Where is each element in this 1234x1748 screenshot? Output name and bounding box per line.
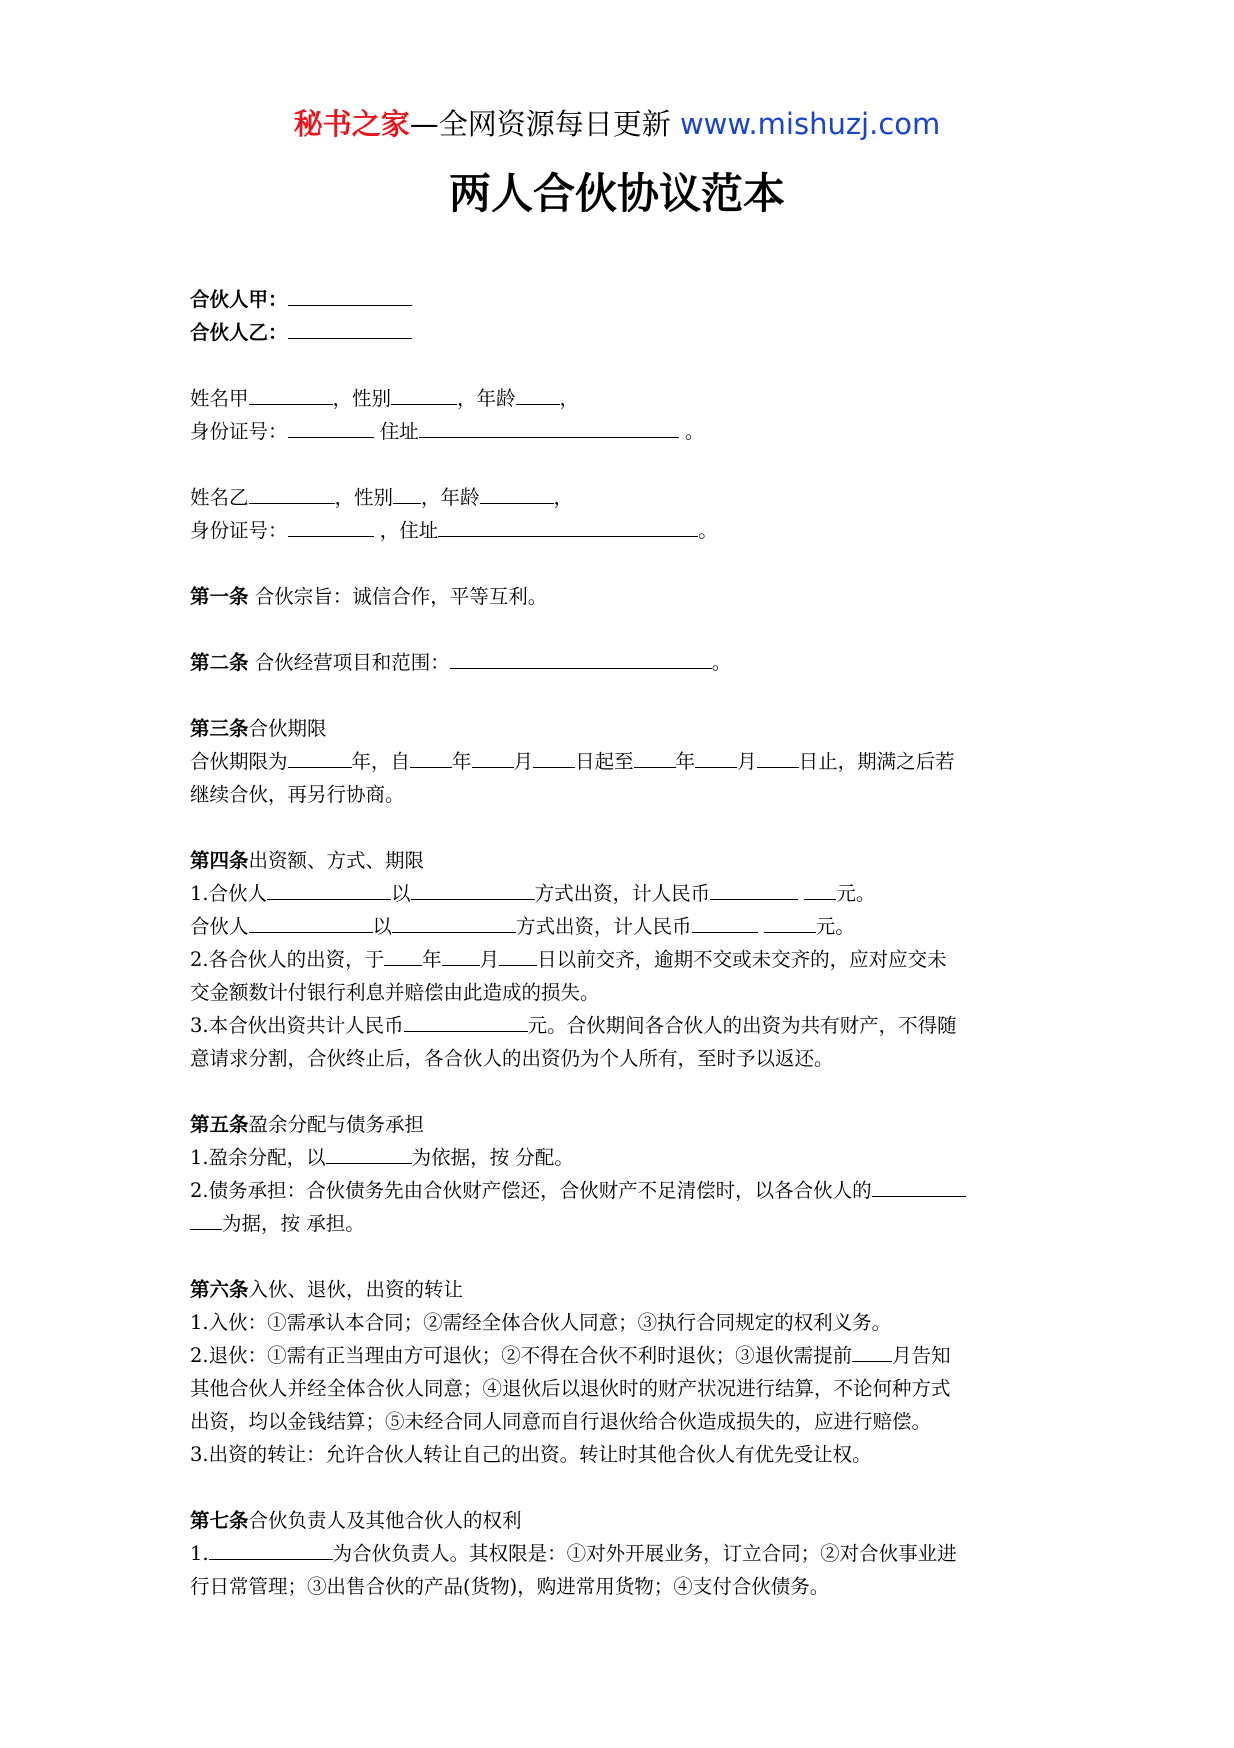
i1-amount-label: 方式出资，计人民币 [534, 882, 711, 905]
i1b-partner: 合伙人 [190, 915, 249, 938]
age-a-blank [516, 383, 560, 405]
i1-method-blank [411, 878, 535, 900]
to-year-label: 年 [675, 750, 696, 773]
id-b-blank [288, 515, 374, 537]
age-b-end: ， [553, 486, 574, 509]
from-day-blank [533, 746, 575, 768]
debt-basis-blank-2 [190, 1208, 222, 1230]
party-a-line [190, 283, 1052, 316]
article-1-text: 合伙宗旨：诚信合作，平等互利。 [248, 585, 548, 608]
document-body [190, 283, 1052, 1603]
addr-b-blank [438, 515, 698, 537]
addr-a-label: 住址 [373, 420, 419, 443]
article-6-text: 入伙、退伙，出资的转让 [248, 1278, 464, 1301]
article-4-item-2 [190, 943, 1052, 976]
site-header [0, 104, 1234, 144]
person-a-info [190, 382, 1052, 415]
person-b-info [190, 481, 1052, 514]
article-5-item-2 [190, 1174, 1052, 1207]
addr-a-blank [419, 416, 679, 438]
article-5-item-2-l2 [190, 1207, 1052, 1240]
article-5-heading [190, 1108, 1052, 1141]
id-b-label: 身份证号： [190, 519, 288, 542]
party-b-line [190, 316, 1052, 349]
i1-yuan: 元。 [836, 882, 876, 905]
article-3-line-1 [190, 745, 1052, 778]
i2-year-blank [384, 944, 422, 966]
article-4-item-3 [190, 1009, 1052, 1042]
to-day-label: 日止，期满之后若 [798, 750, 955, 773]
debt-basis-blank [872, 1175, 966, 1197]
to-year-blank [634, 746, 676, 768]
notice-month-blank [852, 1340, 892, 1362]
article-3-text: 合伙期限 [248, 717, 327, 740]
id-a-blank [288, 416, 374, 438]
article-4-label: 第四条 [190, 849, 249, 872]
name-a-label: 姓名甲 [190, 387, 249, 410]
article-3-heading [190, 712, 1052, 745]
article-6-item-1: 1.入伙：①需承认本合同；②需经全体合伙人同意；③执行合同规定的权利义务。 [190, 1311, 892, 1334]
to-month-label: 月 [737, 750, 757, 773]
article-6-item-3: 3.出资的转让：允许合伙人转让自己的出资。转让时其他合伙人有优先受让权。 [190, 1443, 872, 1466]
addr-b-end: 。 [698, 519, 718, 542]
from-month-blank [472, 746, 514, 768]
name-b-blank [249, 482, 335, 504]
gender-b-label: ，性别 [334, 486, 394, 509]
party-b-label: 合伙人乙： [190, 321, 288, 344]
addr-b-label: ，住址 [373, 519, 439, 542]
profit-label: 1.盈余分配，以 [190, 1146, 326, 1169]
from-year-label: 年 [452, 750, 472, 773]
i3-label: 3.本合伙出资共计人民币 [190, 1014, 404, 1037]
age-b-label: ，年龄 [421, 486, 480, 509]
i2-label: 2.各合伙人的出资，于 [190, 948, 385, 971]
article-4-item-3-l2: 意请求分割，合伙终止后，各合伙人的出资仍为个人所有，至时予以返还。 [190, 1047, 834, 1070]
article-2-end: 。 [711, 651, 732, 674]
article-4-item-1b [190, 910, 1052, 943]
name-a-blank [249, 383, 333, 405]
i3-rest: 元。合伙期间各合伙人的出资为共有财产，不得随 [527, 1014, 957, 1037]
manager-blank [209, 1538, 333, 1560]
id-a-label: 身份证号： [190, 420, 288, 443]
i1-by: 以 [391, 882, 411, 905]
gender-b-blank [393, 482, 421, 504]
i1-amount-blank-2 [804, 878, 836, 900]
article-2-blank [450, 647, 712, 669]
header-tagline: —全网资源每日更新 [409, 107, 671, 141]
debt-rest: 为据，按 承担。 [222, 1212, 365, 1235]
i1b-amount-blank [692, 911, 758, 933]
i1-amount-blank [710, 878, 798, 900]
party-a-label: 合伙人甲： [190, 288, 288, 311]
article-2 [190, 646, 1052, 679]
document-title: 两人合伙协议范本 [448, 169, 785, 218]
person-b-id [190, 514, 1052, 547]
term-from-label: 年，自 [351, 750, 411, 773]
article-4-text: 出资额、方式、期限 [248, 849, 425, 872]
i2-rest: 日以前交齐，逾期不交或未交齐的，应对应交未 [537, 948, 947, 971]
article-6-item-2-l2: 其他合伙人并经全体合伙人同意；④退伙后以退伙时的财产状况进行结算，不论何种方式 [190, 1377, 951, 1400]
article-5-text: 盈余分配与债务承担 [248, 1113, 425, 1136]
article-3-line-2: 继续合伙，再另行协商。 [190, 783, 405, 806]
i2-year-label: 年 [422, 948, 442, 971]
person-a-id [190, 415, 1052, 448]
profit-rest: 为依据，按 分配。 [411, 1146, 574, 1169]
article-7-label: 第七条 [190, 1509, 249, 1532]
article-6-item-2-l3: 出资，均以金钱结算；⑤未经合同人同意而自行退伙给合伙造成损失的，应进行赔偿。 [190, 1410, 932, 1433]
i1b-by: 以 [372, 915, 393, 938]
i1-partner: 1.合伙人 [190, 882, 268, 905]
article-7-heading [190, 1504, 1052, 1537]
i1b-partner-blank [249, 911, 373, 933]
article-6-label: 第六条 [190, 1278, 249, 1301]
article-3-label: 第三条 [190, 717, 249, 740]
brand-name: 秘书之家 [293, 107, 410, 141]
debt-label: 2.债务承担：合伙债务先由合伙财产偿还，合伙财产不足清偿时，以各合伙人的 [190, 1179, 872, 1202]
article-1-label: 第一条 [190, 585, 249, 608]
age-a-label: ，年龄 [457, 387, 516, 410]
to-day-blank [757, 746, 799, 768]
article-1 [190, 580, 1052, 613]
website-link[interactable]: www.mishuzj.com [679, 107, 941, 141]
article-7-text: 合伙负责人及其他合伙人的权利 [248, 1509, 522, 1532]
i3-total-blank [404, 1010, 528, 1032]
age-a-end: ， [559, 387, 580, 410]
party-a-blank [288, 284, 412, 306]
manager-number: 1. [190, 1542, 209, 1565]
article-2-text: 合伙经营项目和范围： [248, 651, 450, 674]
gender-a-blank [391, 383, 457, 405]
article-6-item-2 [190, 1339, 1052, 1372]
article-4-item-2-l2: 交金额数计付银行利息并赔偿由此造成的损失。 [190, 981, 600, 1004]
i1b-amount-label: 方式出资，计人民币 [516, 915, 692, 938]
withdraw-label: 2.退伙：①需有正当理由方可退伙；②不得在合伙不利时退伙；③退伙需提前 [190, 1344, 853, 1367]
article-2-label: 第二条 [190, 651, 249, 674]
to-month-blank [695, 746, 737, 768]
article-7-item-1-l2: 行日常管理；③出售合伙的产品(货物)，购进常用货物；④支付合伙债务。 [190, 1575, 830, 1598]
withdraw-notice: 月告知 [892, 1344, 951, 1367]
article-5-label: 第五条 [190, 1113, 249, 1136]
article-4-heading [190, 844, 1052, 877]
i1b-yuan: 元。 [815, 915, 855, 938]
article-5-item-1 [190, 1141, 1052, 1174]
i2-month-blank [442, 944, 480, 966]
from-year-blank [410, 746, 452, 768]
i2-day-blank [499, 944, 537, 966]
i2-month-label: 月 [479, 948, 500, 971]
party-b-blank [288, 317, 412, 339]
age-b-blank [480, 482, 554, 504]
i1-partner-blank [267, 878, 391, 900]
article-4-item-1 [190, 877, 1052, 910]
i1b-amount-blank-2 [764, 911, 816, 933]
term-blank [288, 746, 352, 768]
addr-a-end: 。 [678, 420, 705, 443]
i1b-method-blank [392, 911, 516, 933]
from-day-label: 日起至 [575, 750, 634, 773]
gender-a-label: ，性别 [332, 387, 392, 410]
profit-basis-blank [326, 1142, 412, 1164]
manager-rest: 为合伙负责人。其权限是：①对外开展业务，订立合同；②对合伙事业进 [332, 1542, 957, 1565]
term-label: 合伙期限为 [190, 750, 288, 773]
name-b-label: 姓名乙 [190, 486, 249, 509]
article-6-heading [190, 1273, 1052, 1306]
from-month-label: 月 [513, 750, 534, 773]
article-7-item-1 [190, 1537, 1052, 1570]
